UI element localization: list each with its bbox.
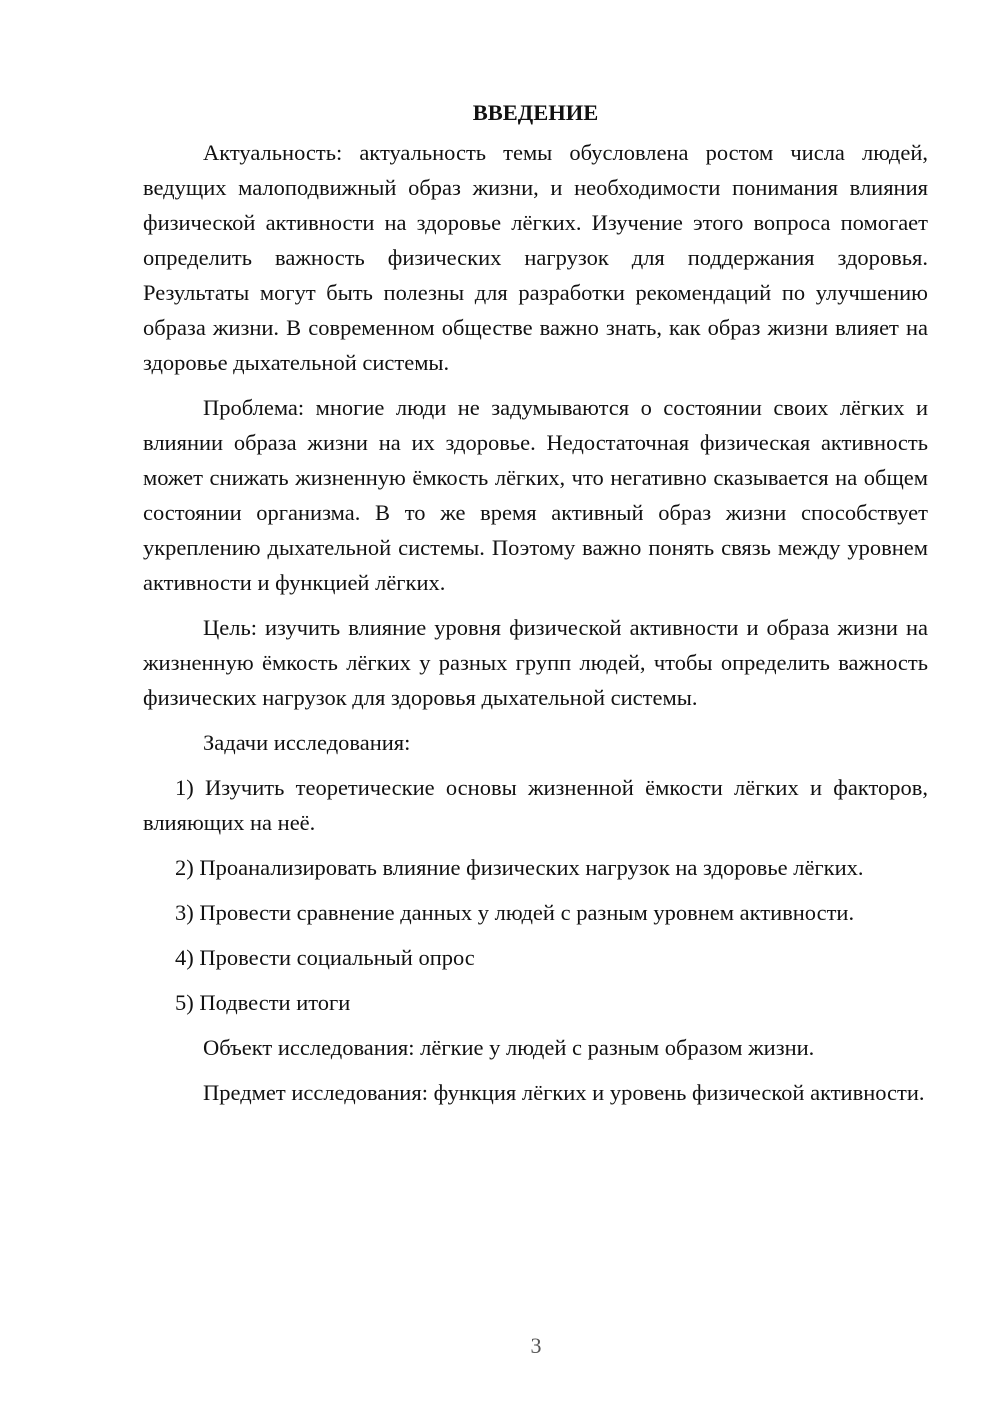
- task-item-5: 5) Подвести итоги: [175, 990, 351, 1015]
- task-item-1: 1) Изучить теоретические основы жизненной ёмкости лёгких и факторов, влияющих на неё.: [143, 775, 928, 835]
- page-title: ВВЕДЕНИЕ: [472, 100, 599, 125]
- page-content: [143, 95, 928, 1120]
- subject-paragraph: Предмет исследования: функция лёгких и уровень физической активности.: [203, 1080, 925, 1105]
- tasks-heading: Задачи исследования:: [203, 730, 411, 755]
- task-item-4: 4) Провести социальный опрос: [175, 945, 475, 970]
- goal-paragraph: Цель: изучить влияние уровня физической активности и образа жизни на жизненную ёмкость лёгких у разных групп людей, чтобы определить важность физических нагрузок для здоровья дыхательной системы.: [143, 615, 928, 710]
- task-item-2: 2) Проанализировать влияние физических нагрузок на здоровье лёгких.: [175, 855, 864, 880]
- problem-paragraph: Проблема: многие люди не задумываются о состоянии своих лёгких и влиянии образа жизни на их здоровье. Недостаточная физическая активность может снижать жизненную ёмкость лёгких, что негативно сказывается на общем состоянии организма. В то же время активный образ жизни способствует укреплению дыхательной системы. Поэтому важно понять связь между уровнем активности и функцией лёгких.: [143, 395, 928, 595]
- task-item-3: 3) Провести сравнение данных у людей с разным уровнем активности.: [175, 900, 855, 925]
- object-paragraph: Объект исследования: лёгкие у людей с разным образом жизни.: [203, 1035, 815, 1060]
- relevance-paragraph: Актуальность: актуальность темы обусловлена ростом числа людей, ведущих малоподвижный образ жизни, и необходимости понимания влияния физической активности на здоровье лёгких. Изучение этого вопроса помогает определить важность физических нагрузок для поддержания здоровья. Результаты могут быть полезны для разработки рекомендаций по улучшению образа жизни. В современном обществе важно знать, как образ жизни влияет на здоровье дыхательной системы.: [143, 140, 928, 375]
- page-number: 3: [530, 1333, 542, 1358]
